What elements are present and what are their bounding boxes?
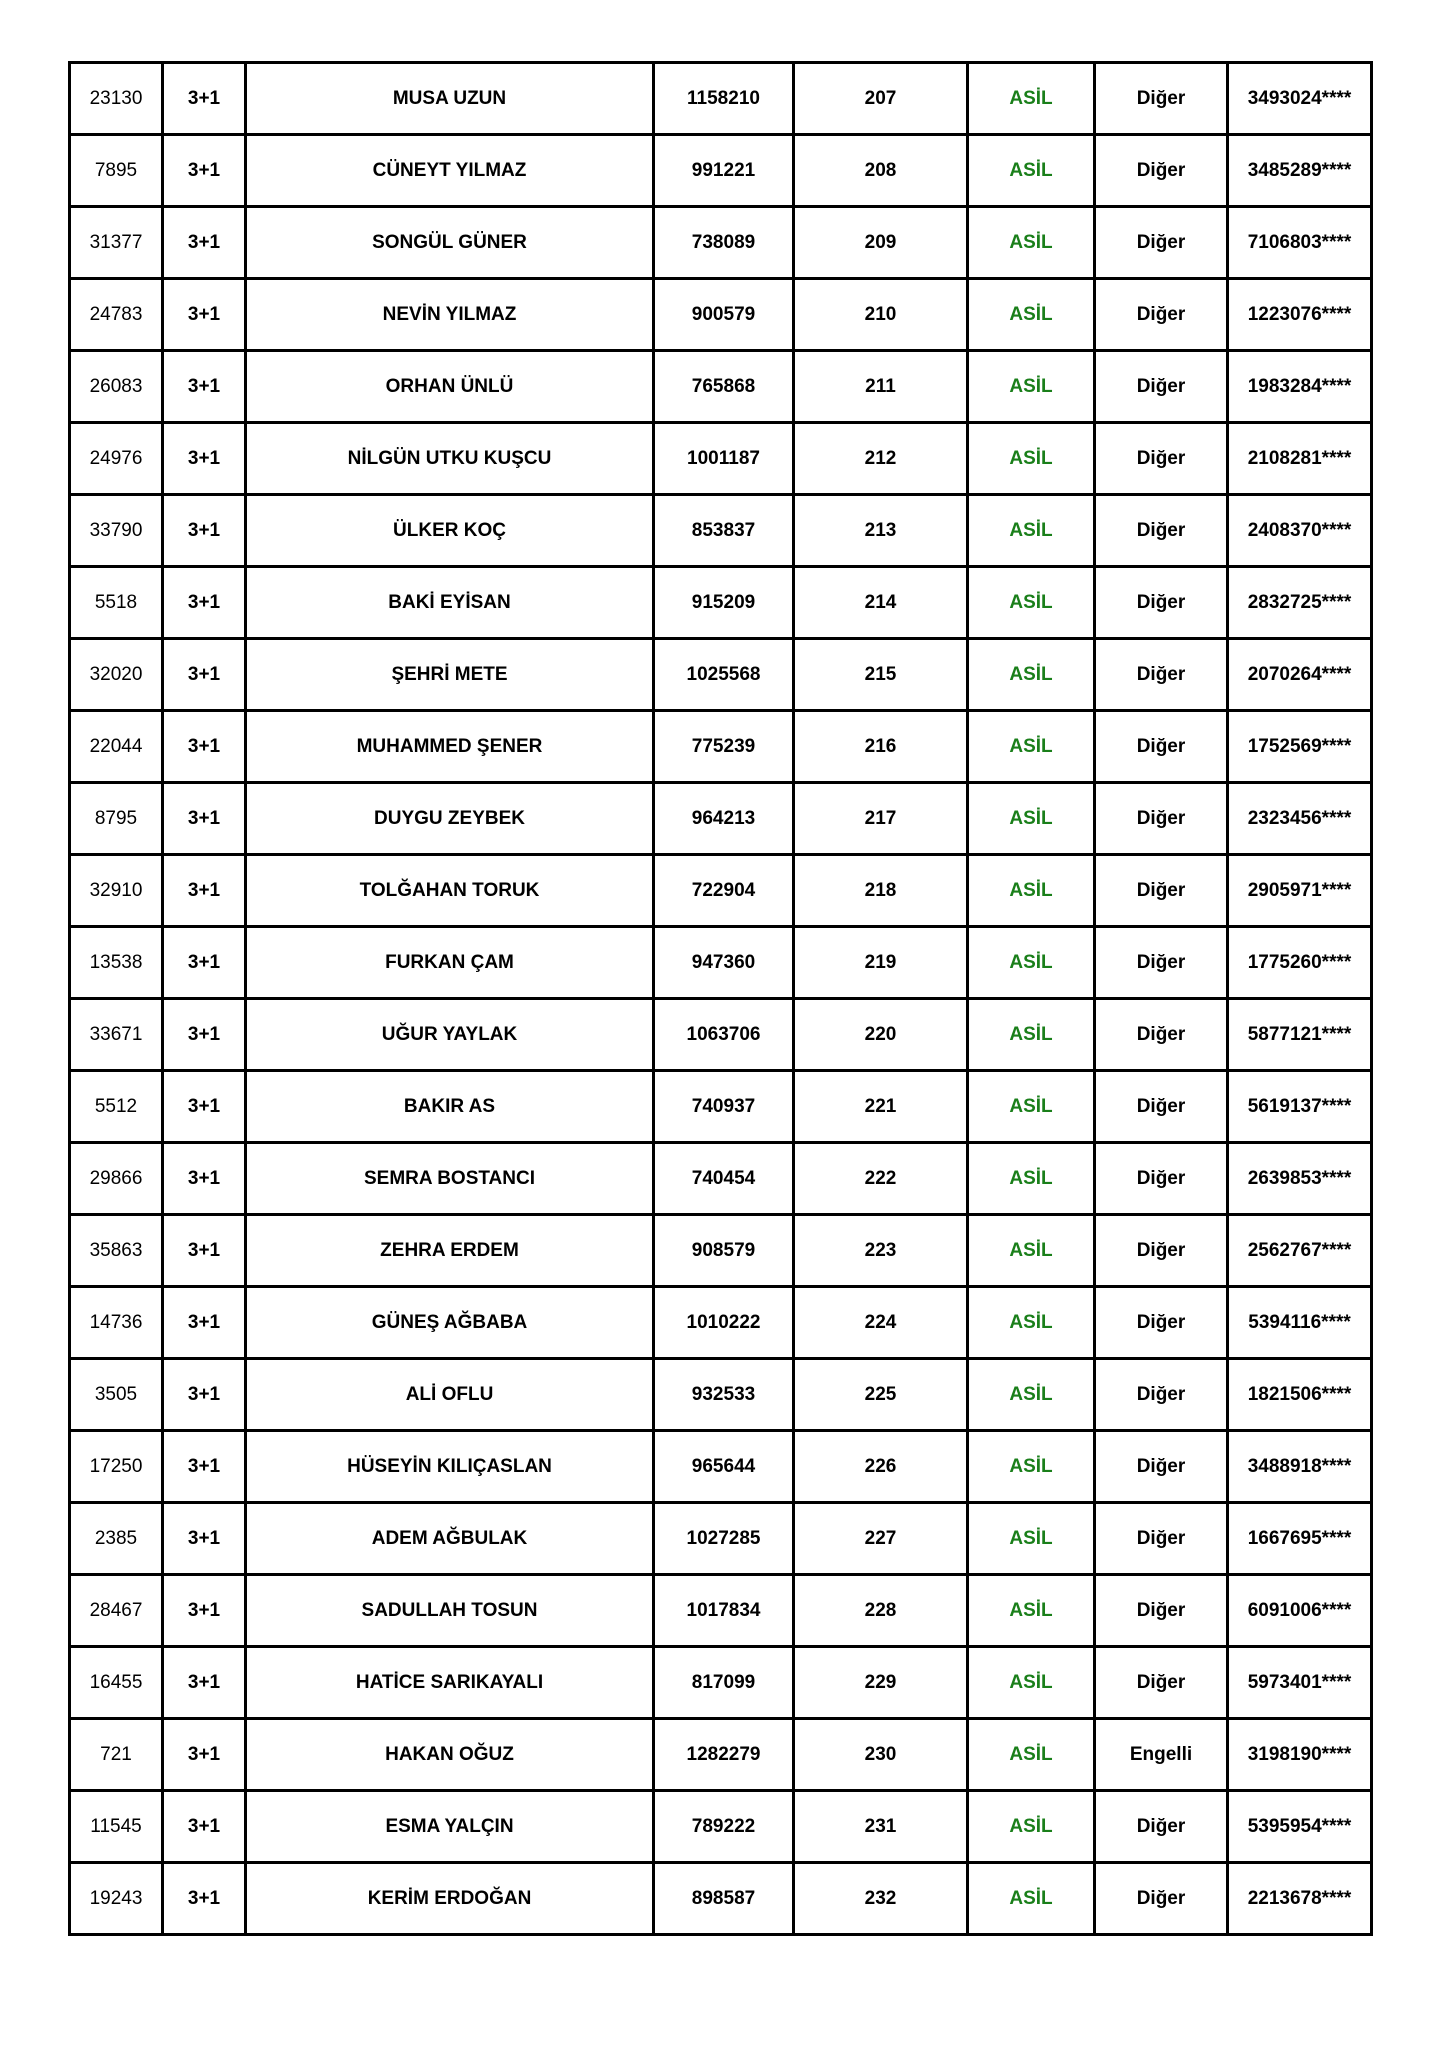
table-row — [70, 711, 1372, 783]
rank-cell: 210 — [794, 279, 968, 351]
score-cell: 900579 — [654, 279, 794, 351]
id-number-cell: 3198190**** — [1228, 1719, 1372, 1791]
id-number-cell: 2408370**** — [1228, 495, 1372, 567]
score-cell: 964213 — [654, 783, 794, 855]
row-number-cell: 22044 — [70, 711, 163, 783]
status-cell: ASİL — [968, 135, 1095, 207]
score-cell: 817099 — [654, 1647, 794, 1719]
row-number-cell: 17250 — [70, 1431, 163, 1503]
quota-cell: Engelli — [1095, 1719, 1228, 1791]
unit-type-cell: 3+1 — [163, 1719, 246, 1791]
score-cell: 908579 — [654, 1215, 794, 1287]
status-cell: ASİL — [968, 279, 1095, 351]
rank-cell: 214 — [794, 567, 968, 639]
id-number-cell: 3493024**** — [1228, 63, 1372, 135]
rank-cell: 218 — [794, 855, 968, 927]
row-number-cell: 24976 — [70, 423, 163, 495]
status-cell: ASİL — [968, 423, 1095, 495]
quota-cell: Diğer — [1095, 1071, 1228, 1143]
table-row — [70, 1287, 1372, 1359]
name-cell: GÜNEŞ AĞBABA — [246, 1287, 654, 1359]
status-cell: ASİL — [968, 63, 1095, 135]
rank-cell: 212 — [794, 423, 968, 495]
name-cell: MUHAMMED ŞENER — [246, 711, 654, 783]
name-cell: NEVİN YILMAZ — [246, 279, 654, 351]
table-row — [70, 639, 1372, 711]
table-row — [70, 495, 1372, 567]
status-cell: ASİL — [968, 1431, 1095, 1503]
rank-cell: 229 — [794, 1647, 968, 1719]
quota-cell: Diğer — [1095, 567, 1228, 639]
id-number-cell: 2562767**** — [1228, 1215, 1372, 1287]
status-cell: ASİL — [968, 711, 1095, 783]
unit-type-cell: 3+1 — [163, 711, 246, 783]
id-number-cell: 2070264**** — [1228, 639, 1372, 711]
rank-cell: 211 — [794, 351, 968, 423]
rank-cell: 232 — [794, 1863, 968, 1935]
table-row — [70, 1359, 1372, 1431]
name-cell: HÜSEYİN KILIÇASLAN — [246, 1431, 654, 1503]
quota-cell: Diğer — [1095, 1143, 1228, 1215]
id-number-cell: 5394116**** — [1228, 1287, 1372, 1359]
status-cell: ASİL — [968, 567, 1095, 639]
id-number-cell: 1821506**** — [1228, 1359, 1372, 1431]
row-number-cell: 5518 — [70, 567, 163, 639]
rank-cell: 207 — [794, 63, 968, 135]
score-cell: 740454 — [654, 1143, 794, 1215]
name-cell: TOLĞAHAN TORUK — [246, 855, 654, 927]
status-cell: ASİL — [968, 1215, 1095, 1287]
status-cell: ASİL — [968, 783, 1095, 855]
id-number-cell: 1775260**** — [1228, 927, 1372, 999]
table-row — [70, 1575, 1372, 1647]
unit-type-cell: 3+1 — [163, 1143, 246, 1215]
status-cell: ASİL — [968, 207, 1095, 279]
quota-cell: Diğer — [1095, 855, 1228, 927]
id-number-cell: 2639853**** — [1228, 1143, 1372, 1215]
status-cell: ASİL — [968, 1647, 1095, 1719]
id-number-cell: 2832725**** — [1228, 567, 1372, 639]
unit-type-cell: 3+1 — [163, 783, 246, 855]
rank-cell: 223 — [794, 1215, 968, 1287]
table-row — [70, 1215, 1372, 1287]
row-number-cell: 14736 — [70, 1287, 163, 1359]
name-cell: ORHAN ÜNLÜ — [246, 351, 654, 423]
name-cell: UĞUR YAYLAK — [246, 999, 654, 1071]
unit-type-cell: 3+1 — [163, 279, 246, 351]
rank-cell: 221 — [794, 1071, 968, 1143]
id-number-cell: 5877121**** — [1228, 999, 1372, 1071]
id-number-cell: 7106803**** — [1228, 207, 1372, 279]
row-number-cell: 3505 — [70, 1359, 163, 1431]
unit-type-cell: 3+1 — [163, 63, 246, 135]
status-cell: ASİL — [968, 1287, 1095, 1359]
quota-cell: Diğer — [1095, 63, 1228, 135]
name-cell: FURKAN ÇAM — [246, 927, 654, 999]
score-cell: 1282279 — [654, 1719, 794, 1791]
rank-cell: 225 — [794, 1359, 968, 1431]
unit-type-cell: 3+1 — [163, 1575, 246, 1647]
id-number-cell: 1752569**** — [1228, 711, 1372, 783]
name-cell: ÜLKER KOÇ — [246, 495, 654, 567]
row-number-cell: 33671 — [70, 999, 163, 1071]
status-cell: ASİL — [968, 1503, 1095, 1575]
unit-type-cell: 3+1 — [163, 495, 246, 567]
unit-type-cell: 3+1 — [163, 1359, 246, 1431]
name-cell: SEMRA BOSTANCI — [246, 1143, 654, 1215]
unit-type-cell: 3+1 — [163, 1791, 246, 1863]
row-number-cell: 5512 — [70, 1071, 163, 1143]
row-number-cell: 7895 — [70, 135, 163, 207]
table-body — [70, 63, 1372, 1935]
score-cell: 898587 — [654, 1863, 794, 1935]
table-row — [70, 855, 1372, 927]
status-cell: ASİL — [968, 999, 1095, 1071]
name-cell: KERİM ERDOĞAN — [246, 1863, 654, 1935]
quota-cell: Diğer — [1095, 1503, 1228, 1575]
status-cell: ASİL — [968, 927, 1095, 999]
name-cell: SADULLAH TOSUN — [246, 1575, 654, 1647]
score-cell: 991221 — [654, 135, 794, 207]
id-number-cell: 2213678**** — [1228, 1863, 1372, 1935]
status-cell: ASİL — [968, 1863, 1095, 1935]
quota-cell: Diğer — [1095, 1863, 1228, 1935]
id-number-cell: 1983284**** — [1228, 351, 1372, 423]
score-cell: 1017834 — [654, 1575, 794, 1647]
score-cell: 915209 — [654, 567, 794, 639]
name-cell: DUYGU ZEYBEK — [246, 783, 654, 855]
status-cell: ASİL — [968, 1143, 1095, 1215]
table-row — [70, 1863, 1372, 1935]
id-number-cell: 2323456**** — [1228, 783, 1372, 855]
quota-cell: Diğer — [1095, 999, 1228, 1071]
table-row — [70, 1791, 1372, 1863]
unit-type-cell: 3+1 — [163, 1431, 246, 1503]
score-cell: 932533 — [654, 1359, 794, 1431]
score-cell: 1010222 — [654, 1287, 794, 1359]
id-number-cell: 1223076**** — [1228, 279, 1372, 351]
name-cell: ŞEHRİ METE — [246, 639, 654, 711]
row-number-cell: 721 — [70, 1719, 163, 1791]
beneficiary-list-table — [68, 61, 1373, 1936]
id-number-cell: 5395954**** — [1228, 1791, 1372, 1863]
name-cell: NİLGÜN UTKU KUŞCU — [246, 423, 654, 495]
score-cell: 789222 — [654, 1791, 794, 1863]
name-cell: MUSA UZUN — [246, 63, 654, 135]
unit-type-cell: 3+1 — [163, 855, 246, 927]
rank-cell: 216 — [794, 711, 968, 783]
rank-cell: 213 — [794, 495, 968, 567]
quota-cell: Diğer — [1095, 1431, 1228, 1503]
name-cell: ZEHRA ERDEM — [246, 1215, 654, 1287]
unit-type-cell: 3+1 — [163, 1287, 246, 1359]
id-number-cell: 5619137**** — [1228, 1071, 1372, 1143]
score-cell: 947360 — [654, 927, 794, 999]
row-number-cell: 11545 — [70, 1791, 163, 1863]
id-number-cell: 3485289**** — [1228, 135, 1372, 207]
id-number-cell: 5973401**** — [1228, 1647, 1372, 1719]
row-number-cell: 32910 — [70, 855, 163, 927]
table-row — [70, 567, 1372, 639]
score-cell: 1158210 — [654, 63, 794, 135]
row-number-cell: 19243 — [70, 1863, 163, 1935]
rank-cell: 220 — [794, 999, 968, 1071]
name-cell: ALİ OFLU — [246, 1359, 654, 1431]
row-number-cell: 16455 — [70, 1647, 163, 1719]
row-number-cell: 26083 — [70, 351, 163, 423]
row-number-cell: 24783 — [70, 279, 163, 351]
quota-cell: Diğer — [1095, 1791, 1228, 1863]
table-row — [70, 351, 1372, 423]
id-number-cell: 6091006**** — [1228, 1575, 1372, 1647]
rank-cell: 209 — [794, 207, 968, 279]
unit-type-cell: 3+1 — [163, 999, 246, 1071]
name-cell: ESMA YALÇIN — [246, 1791, 654, 1863]
quota-cell: Diğer — [1095, 1359, 1228, 1431]
score-cell: 1063706 — [654, 999, 794, 1071]
row-number-cell: 29866 — [70, 1143, 163, 1215]
table-row — [70, 1503, 1372, 1575]
unit-type-cell: 3+1 — [163, 207, 246, 279]
name-cell: BAKIR AS — [246, 1071, 654, 1143]
quota-cell: Diğer — [1095, 1575, 1228, 1647]
table-row — [70, 279, 1372, 351]
rank-cell: 222 — [794, 1143, 968, 1215]
score-cell: 765868 — [654, 351, 794, 423]
id-number-cell: 1667695**** — [1228, 1503, 1372, 1575]
unit-type-cell: 3+1 — [163, 351, 246, 423]
table-row — [70, 783, 1372, 855]
table-row — [70, 1071, 1372, 1143]
status-cell: ASİL — [968, 1071, 1095, 1143]
name-cell: BAKİ EYİSAN — [246, 567, 654, 639]
unit-type-cell: 3+1 — [163, 423, 246, 495]
quota-cell: Diğer — [1095, 927, 1228, 999]
status-cell: ASİL — [968, 639, 1095, 711]
id-number-cell: 3488918**** — [1228, 1431, 1372, 1503]
name-cell: SONGÜL GÜNER — [246, 207, 654, 279]
quota-cell: Diğer — [1095, 207, 1228, 279]
status-cell: ASİL — [968, 1719, 1095, 1791]
rank-cell: 227 — [794, 1503, 968, 1575]
row-number-cell: 31377 — [70, 207, 163, 279]
row-number-cell: 32020 — [70, 639, 163, 711]
score-cell: 853837 — [654, 495, 794, 567]
unit-type-cell: 3+1 — [163, 1503, 246, 1575]
rank-cell: 208 — [794, 135, 968, 207]
unit-type-cell: 3+1 — [163, 1863, 246, 1935]
unit-type-cell: 3+1 — [163, 567, 246, 639]
table-row — [70, 1719, 1372, 1791]
score-cell: 965644 — [654, 1431, 794, 1503]
rank-cell: 228 — [794, 1575, 968, 1647]
score-cell: 1027285 — [654, 1503, 794, 1575]
status-cell: ASİL — [968, 855, 1095, 927]
quota-cell: Diğer — [1095, 423, 1228, 495]
table-row — [70, 1143, 1372, 1215]
name-cell: ADEM AĞBULAK — [246, 1503, 654, 1575]
name-cell: HATİCE SARIKAYALI — [246, 1647, 654, 1719]
row-number-cell: 23130 — [70, 63, 163, 135]
rank-cell: 231 — [794, 1791, 968, 1863]
rank-cell: 226 — [794, 1431, 968, 1503]
rank-cell: 215 — [794, 639, 968, 711]
rank-cell: 219 — [794, 927, 968, 999]
quota-cell: Diğer — [1095, 1287, 1228, 1359]
score-cell: 1025568 — [654, 639, 794, 711]
score-cell: 1001187 — [654, 423, 794, 495]
rank-cell: 224 — [794, 1287, 968, 1359]
unit-type-cell: 3+1 — [163, 927, 246, 999]
status-cell: ASİL — [968, 495, 1095, 567]
table-row — [70, 207, 1372, 279]
unit-type-cell: 3+1 — [163, 135, 246, 207]
quota-cell: Diğer — [1095, 1215, 1228, 1287]
row-number-cell: 33790 — [70, 495, 163, 567]
status-cell: ASİL — [968, 351, 1095, 423]
quota-cell: Diğer — [1095, 135, 1228, 207]
status-cell: ASİL — [968, 1359, 1095, 1431]
table-row — [70, 63, 1372, 135]
table-row — [70, 423, 1372, 495]
table-row — [70, 927, 1372, 999]
quota-cell: Diğer — [1095, 1647, 1228, 1719]
quota-cell: Diğer — [1095, 711, 1228, 783]
quota-cell: Diğer — [1095, 783, 1228, 855]
table-row — [70, 1647, 1372, 1719]
name-cell: CÜNEYT YILMAZ — [246, 135, 654, 207]
unit-type-cell: 3+1 — [163, 1071, 246, 1143]
row-number-cell: 2385 — [70, 1503, 163, 1575]
quota-cell: Diğer — [1095, 495, 1228, 567]
quota-cell: Diğer — [1095, 351, 1228, 423]
name-cell: HAKAN OĞUZ — [246, 1719, 654, 1791]
id-number-cell: 2108281**** — [1228, 423, 1372, 495]
unit-type-cell: 3+1 — [163, 639, 246, 711]
unit-type-cell: 3+1 — [163, 1215, 246, 1287]
quota-cell: Diğer — [1095, 639, 1228, 711]
row-number-cell: 35863 — [70, 1215, 163, 1287]
status-cell: ASİL — [968, 1575, 1095, 1647]
row-number-cell: 13538 — [70, 927, 163, 999]
score-cell: 775239 — [654, 711, 794, 783]
row-number-cell: 8795 — [70, 783, 163, 855]
rank-cell: 217 — [794, 783, 968, 855]
quota-cell: Diğer — [1095, 279, 1228, 351]
rank-cell: 230 — [794, 1719, 968, 1791]
score-cell: 722904 — [654, 855, 794, 927]
score-cell: 740937 — [654, 1071, 794, 1143]
table-row — [70, 1431, 1372, 1503]
score-cell: 738089 — [654, 207, 794, 279]
table-row — [70, 999, 1372, 1071]
status-cell: ASİL — [968, 1791, 1095, 1863]
row-number-cell: 28467 — [70, 1575, 163, 1647]
unit-type-cell: 3+1 — [163, 1647, 246, 1719]
id-number-cell: 2905971**** — [1228, 855, 1372, 927]
table-row — [70, 135, 1372, 207]
